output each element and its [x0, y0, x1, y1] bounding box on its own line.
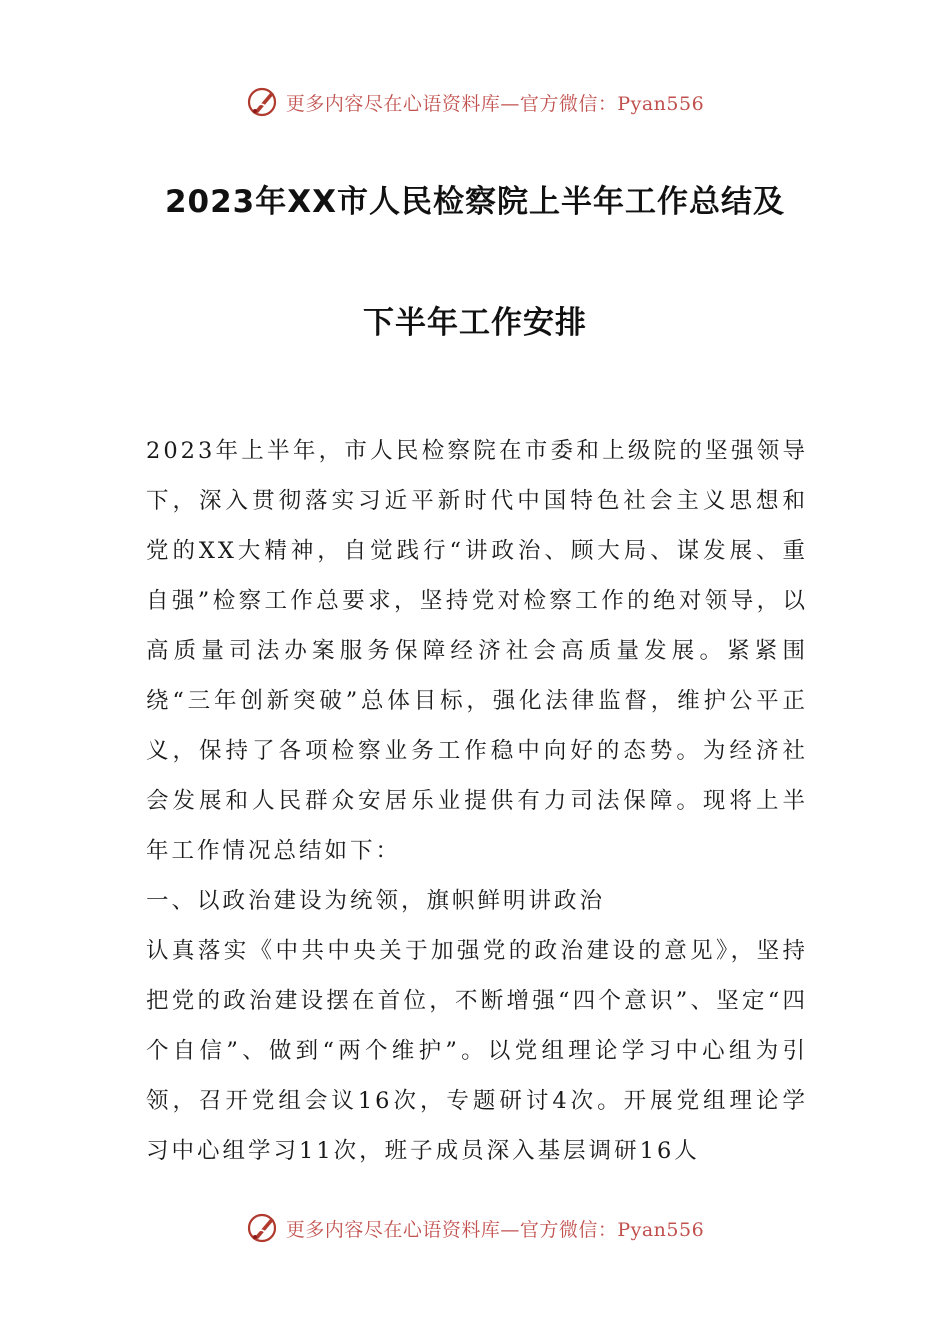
watermark-text: 更多内容尽在心语资料库—官方微信：Pyan556	[285, 92, 705, 115]
footer-watermark	[0, 1208, 950, 1248]
quill-pen-seal-icon	[246, 1211, 280, 1245]
intro-paragraph: 2023年上半年，市人民检察院在市委和上级院的坚强领导下，深入贯彻落实习近平新时代中国特色社会主义思想和党的XX大精神，自觉践行“讲政治、顾大局、谋发展、重自强”检察工作总要求，坚持党对检察工作的绝对领导，以高质量司法办案服务保障经济社会高质量发展。紧紧围绕“三年创新突破”总体目标，强化法律监督，维护公平正义，保持了各项检察业务工作稳中向好的态势。为经济社会发展和人民群众安居乐业提供有力司法保障。现将上半年工作情况总结如下：	[146, 438, 808, 864]
section-1-paragraph: 认真落实《中共中央关于加强党的政治建设的意见》，坚持把党的政治建设摆在首位，不断增强“四个意识”、坚定“四个自信”、做到“两个维护”。以党组理论学习中心组为引领，召开党组会议16次，专题研讨4次。开展党组理论学习中心组学习11次，班子成员深入基层调研16人	[146, 938, 808, 1164]
document-body	[146, 426, 808, 1176]
document-title-line2: 下半年工作安排	[363, 305, 587, 341]
watermark-text: 更多内容尽在心语资料库—官方微信：Pyan556	[285, 1218, 705, 1241]
quill-pen-seal-icon	[246, 85, 280, 119]
header-watermark	[0, 82, 950, 122]
section-heading-1: 一、以政治建设为统领，旗帜鲜明讲政治	[146, 888, 606, 914]
document-title-line1: 2023年XX市人民检察院上半年工作总结及	[164, 184, 786, 220]
